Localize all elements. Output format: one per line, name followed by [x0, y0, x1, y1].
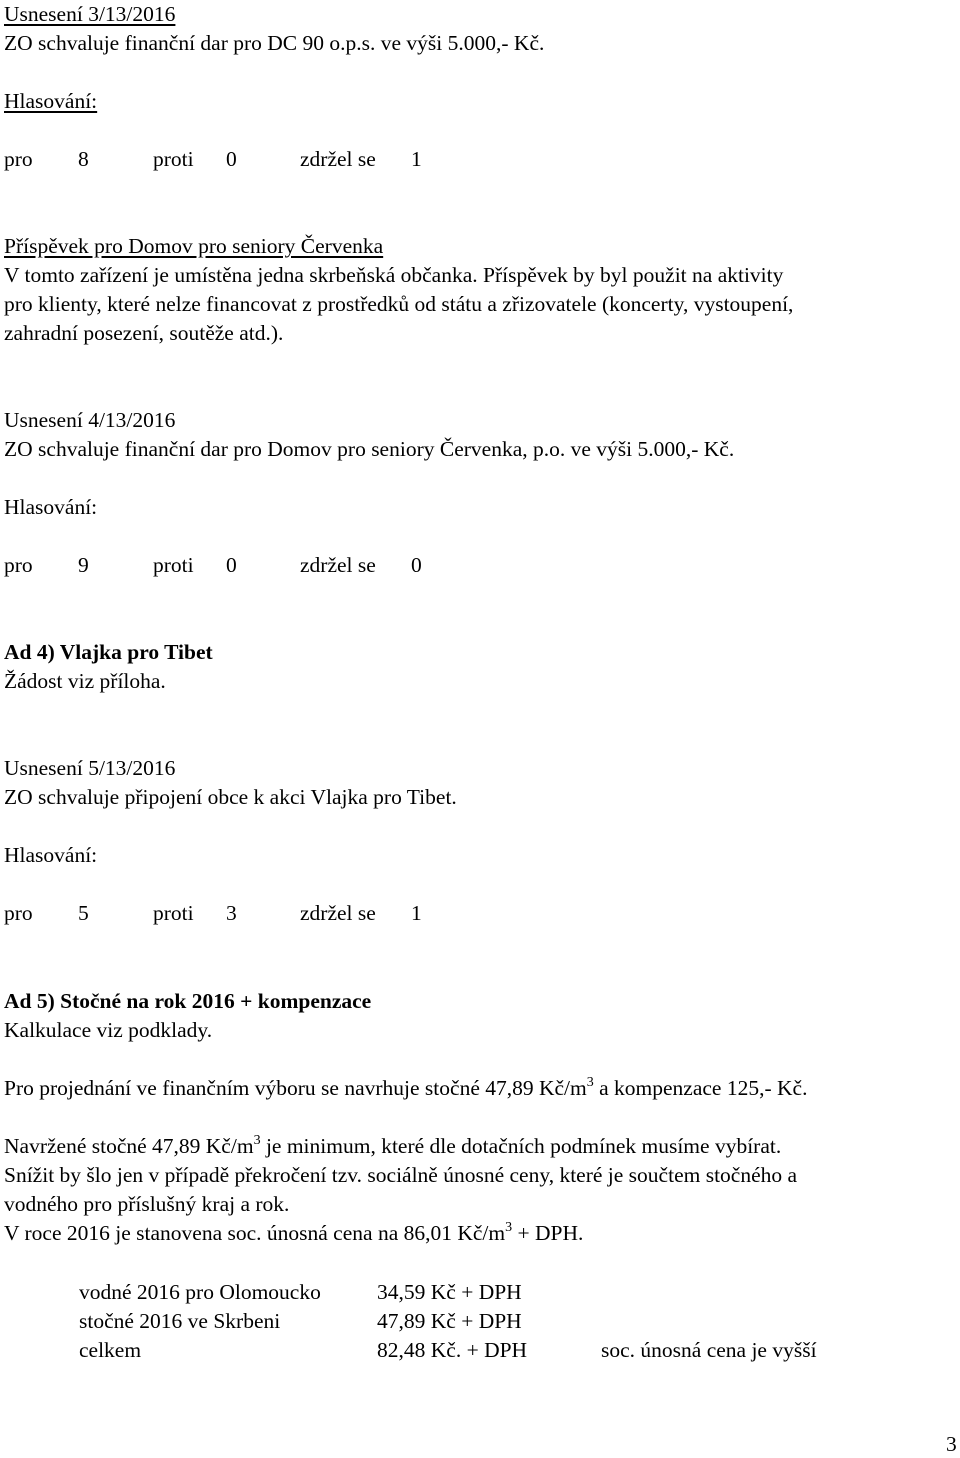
resolution-4-text: ZO schvaluje finanční dar pro Domov pro seniory Červenka, p.o. ve výši 5.000,- Kč.	[4, 437, 735, 461]
table-cell-value: 47,89 Kč + DPH	[377, 1309, 522, 1333]
contribution-line-3: zahradní posezení, soutěže atd.).	[4, 321, 284, 345]
resolution-4-title: Usnesení 4/13/2016	[4, 408, 176, 432]
table-cell-value: 34,59 Kč + DPH	[377, 1280, 522, 1304]
table-cell-value: 82,48 Kč. + DPH	[377, 1338, 528, 1362]
agenda-4-heading: Ad 4) Vlajka pro Tibet	[4, 640, 213, 664]
vote-zdrzel-label: zdržel se	[300, 147, 376, 171]
vote-zdrzel-label: zdržel se	[300, 553, 376, 577]
vote-zdrzel-count: 1	[411, 901, 422, 925]
resolution-3-voting-label: Hlasování:	[4, 89, 98, 113]
agenda-5-paragraph-2: Navržené stočné 47,89 $Kč/m^3$ je minimum, které dle dotačních podmínek musíme vybírat.	[4, 1133, 782, 1158]
vote-proti-count: 0	[226, 147, 237, 171]
vote-proti-label: proti	[153, 147, 194, 171]
vote-zdrzel-label: zdržel se	[300, 901, 376, 925]
vote-zdrzel-count: 0	[411, 553, 422, 577]
agenda-5-paragraph-3: Snížit by šlo jen v případě překročení tzv. sociálně únosné ceny, které je součtem stočného a	[4, 1163, 798, 1187]
vote-pro-count: 9	[78, 553, 89, 577]
table-cell-label: stočné 2016 ve Skrbeni	[79, 1309, 281, 1333]
agenda-4-text: Žádost viz příloha.	[4, 669, 166, 693]
table-cell-note: soc. únosná cena je vyšší	[601, 1338, 817, 1362]
table-cell-label: celkem	[79, 1338, 142, 1362]
vote-proti-count: 0	[226, 553, 237, 577]
vote-pro-label: pro	[4, 901, 33, 925]
resolution-5-title: Usnesení 5/13/2016	[4, 756, 176, 780]
contribution-line-1: V tomto zařízení je umístěna jedna skrbeňská občanka. Příspěvek by byl použit na aktivity	[4, 263, 784, 287]
vote-proti-label: proti	[153, 901, 194, 925]
vote-pro-label: pro	[4, 147, 33, 171]
agenda-5-paragraph-4: vodného pro příslušný kraj a rok.	[4, 1192, 290, 1216]
resolution-5-text: ZO schvaluje připojení obce k akci Vlajka pro Tibet.	[4, 785, 457, 809]
page-number: 3	[946, 1432, 957, 1456]
agenda-5-paragraph-5: V roce 2016 je stanovena soc. únosná cena na 86,01 $Kč/m^3$ + DPH.	[4, 1220, 584, 1245]
resolution-3-title: Usnesení 3/13/2016	[4, 2, 176, 26]
agenda-5-heading: Ad 5) Stočné na rok 2016 + kompenzace	[4, 989, 372, 1013]
agenda-5-paragraph-1: Pro projednání ve finančním výboru se navrhuje stočné 47,89 $Kč/m^3$ a kompenzace 125,- Kč.	[4, 1075, 808, 1100]
vote-pro-label: pro	[4, 553, 33, 577]
contribution-line-2: pro klienty, které nelze financovat z prostředků od státu a zřizovatele (koncerty, vystoupení,	[4, 292, 794, 316]
vote-pro-count: 8	[78, 147, 89, 171]
resolution-3-text: ZO schvaluje finanční dar pro DC 90 o.p.s. ve výši 5.000,- Kč.	[4, 31, 545, 55]
contribution-heading: Příspěvek pro Domov pro seniory Červenka	[4, 234, 384, 258]
vote-proti-count: 3	[226, 901, 237, 925]
table-cell-label: vodné 2016 pro Olomoucko	[79, 1280, 321, 1304]
vote-zdrzel-count: 1	[411, 147, 422, 171]
vote-proti-label: proti	[153, 553, 194, 577]
vote-pro-count: 5	[78, 901, 89, 925]
resolution-5-voting-label: Hlasování:	[4, 843, 98, 867]
resolution-4-voting-label: Hlasování:	[4, 495, 98, 519]
agenda-5-text: Kalkulace viz podklady.	[4, 1018, 213, 1042]
